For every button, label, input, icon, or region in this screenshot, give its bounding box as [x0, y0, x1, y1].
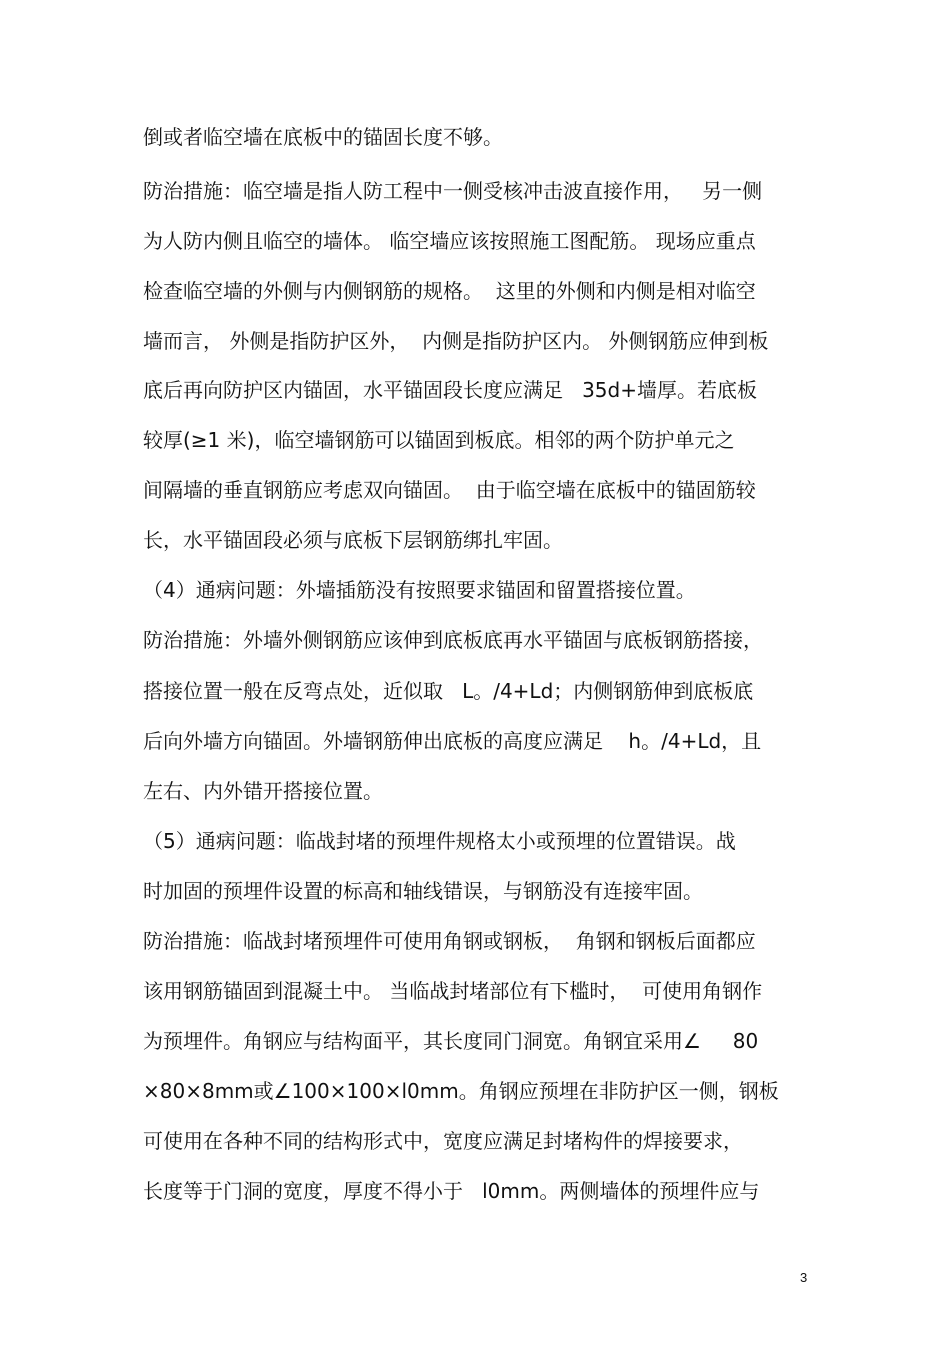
- text-line: 为预埋件。角钢应与结构面平，其长度同门洞宽。角钢宜采用∠ 80: [143, 1029, 759, 1053]
- text-line: 搭接位置一般在反弯点处，近似取 L。/4+Ld；内侧钢筋伸到底板底: [143, 679, 754, 703]
- text-line: 墙而言， 外侧是指防护区外， 内侧是指防护区内。 外侧钢筋应伸到板: [143, 329, 769, 353]
- page-number: 3: [800, 1270, 808, 1285]
- text-line: 间隔墙的垂直钢筋应考虑双向锚固。 由于临空墙在底板中的锚固筋较: [143, 478, 756, 502]
- text-line: 较厚(≥1 米)，临空墙钢筋可以锚固到板底。相邻的两个防护单元之: [143, 428, 735, 452]
- text-line: 长，水平锚固段必须与底板下层钢筋绑扎牢固。: [143, 528, 563, 552]
- text-line: ×80×8mm或∠100×100×l0mm。角钢应预埋在非防护区一侧，钢板: [143, 1079, 779, 1103]
- text-line: 后向外墙方向锚固。外墙钢筋伸出底板的高度应满足 h。/4+Ld，且: [143, 729, 762, 753]
- text-line: 防治措施：临空墙是指人防工程中一侧受核冲击波直接作用， 另一侧: [143, 179, 763, 203]
- text-line: 防治措施：外墙外侧钢筋应该伸到底板底再水平锚固与底板钢筋搭接，: [143, 628, 763, 652]
- text-line: 检查临空墙的外侧与内侧钢筋的规格。 这里的外侧和内侧是相对临空: [143, 279, 756, 303]
- text-line: 可使用在各种不同的结构形式中，宽度应满足封堵构件的焊接要求，: [143, 1129, 743, 1153]
- text-line: 时加固的预埋件设置的标高和轴线错误，与钢筋没有连接牢固。: [143, 879, 703, 903]
- text-line: 长度等于门洞的宽度，厚度不得小于 l0mm。两侧墙体的预埋件应与: [143, 1179, 760, 1203]
- section-heading: （4）通病问题：外墙插筋没有按照要求锚固和留置搭接位置。: [143, 578, 696, 602]
- text-line: 防治措施：临战封堵预埋件可使用角钢或钢板， 角钢和钢板后面都应: [143, 929, 756, 953]
- section-heading: （5）通病问题：临战封堵的预埋件规格太小或预埋的位置错误。战: [143, 829, 736, 853]
- text-line: 倒或者临空墙在底板中的锚固长度不够。: [143, 125, 503, 149]
- text-line: 底后再向防护区内锚固，水平锚固段长度应满足 35d+墙厚。若底板: [143, 378, 757, 402]
- text-line: 该用钢筋锚固到混凝土中。 当临战封堵部位有下槛时， 可使用角钢作: [143, 979, 763, 1003]
- text-line: 为人防内侧且临空的墙体。 临空墙应该按照施工图配筋。 现场应重点: [143, 229, 756, 253]
- text-line: 左右、内外错开搭接位置。: [143, 779, 383, 803]
